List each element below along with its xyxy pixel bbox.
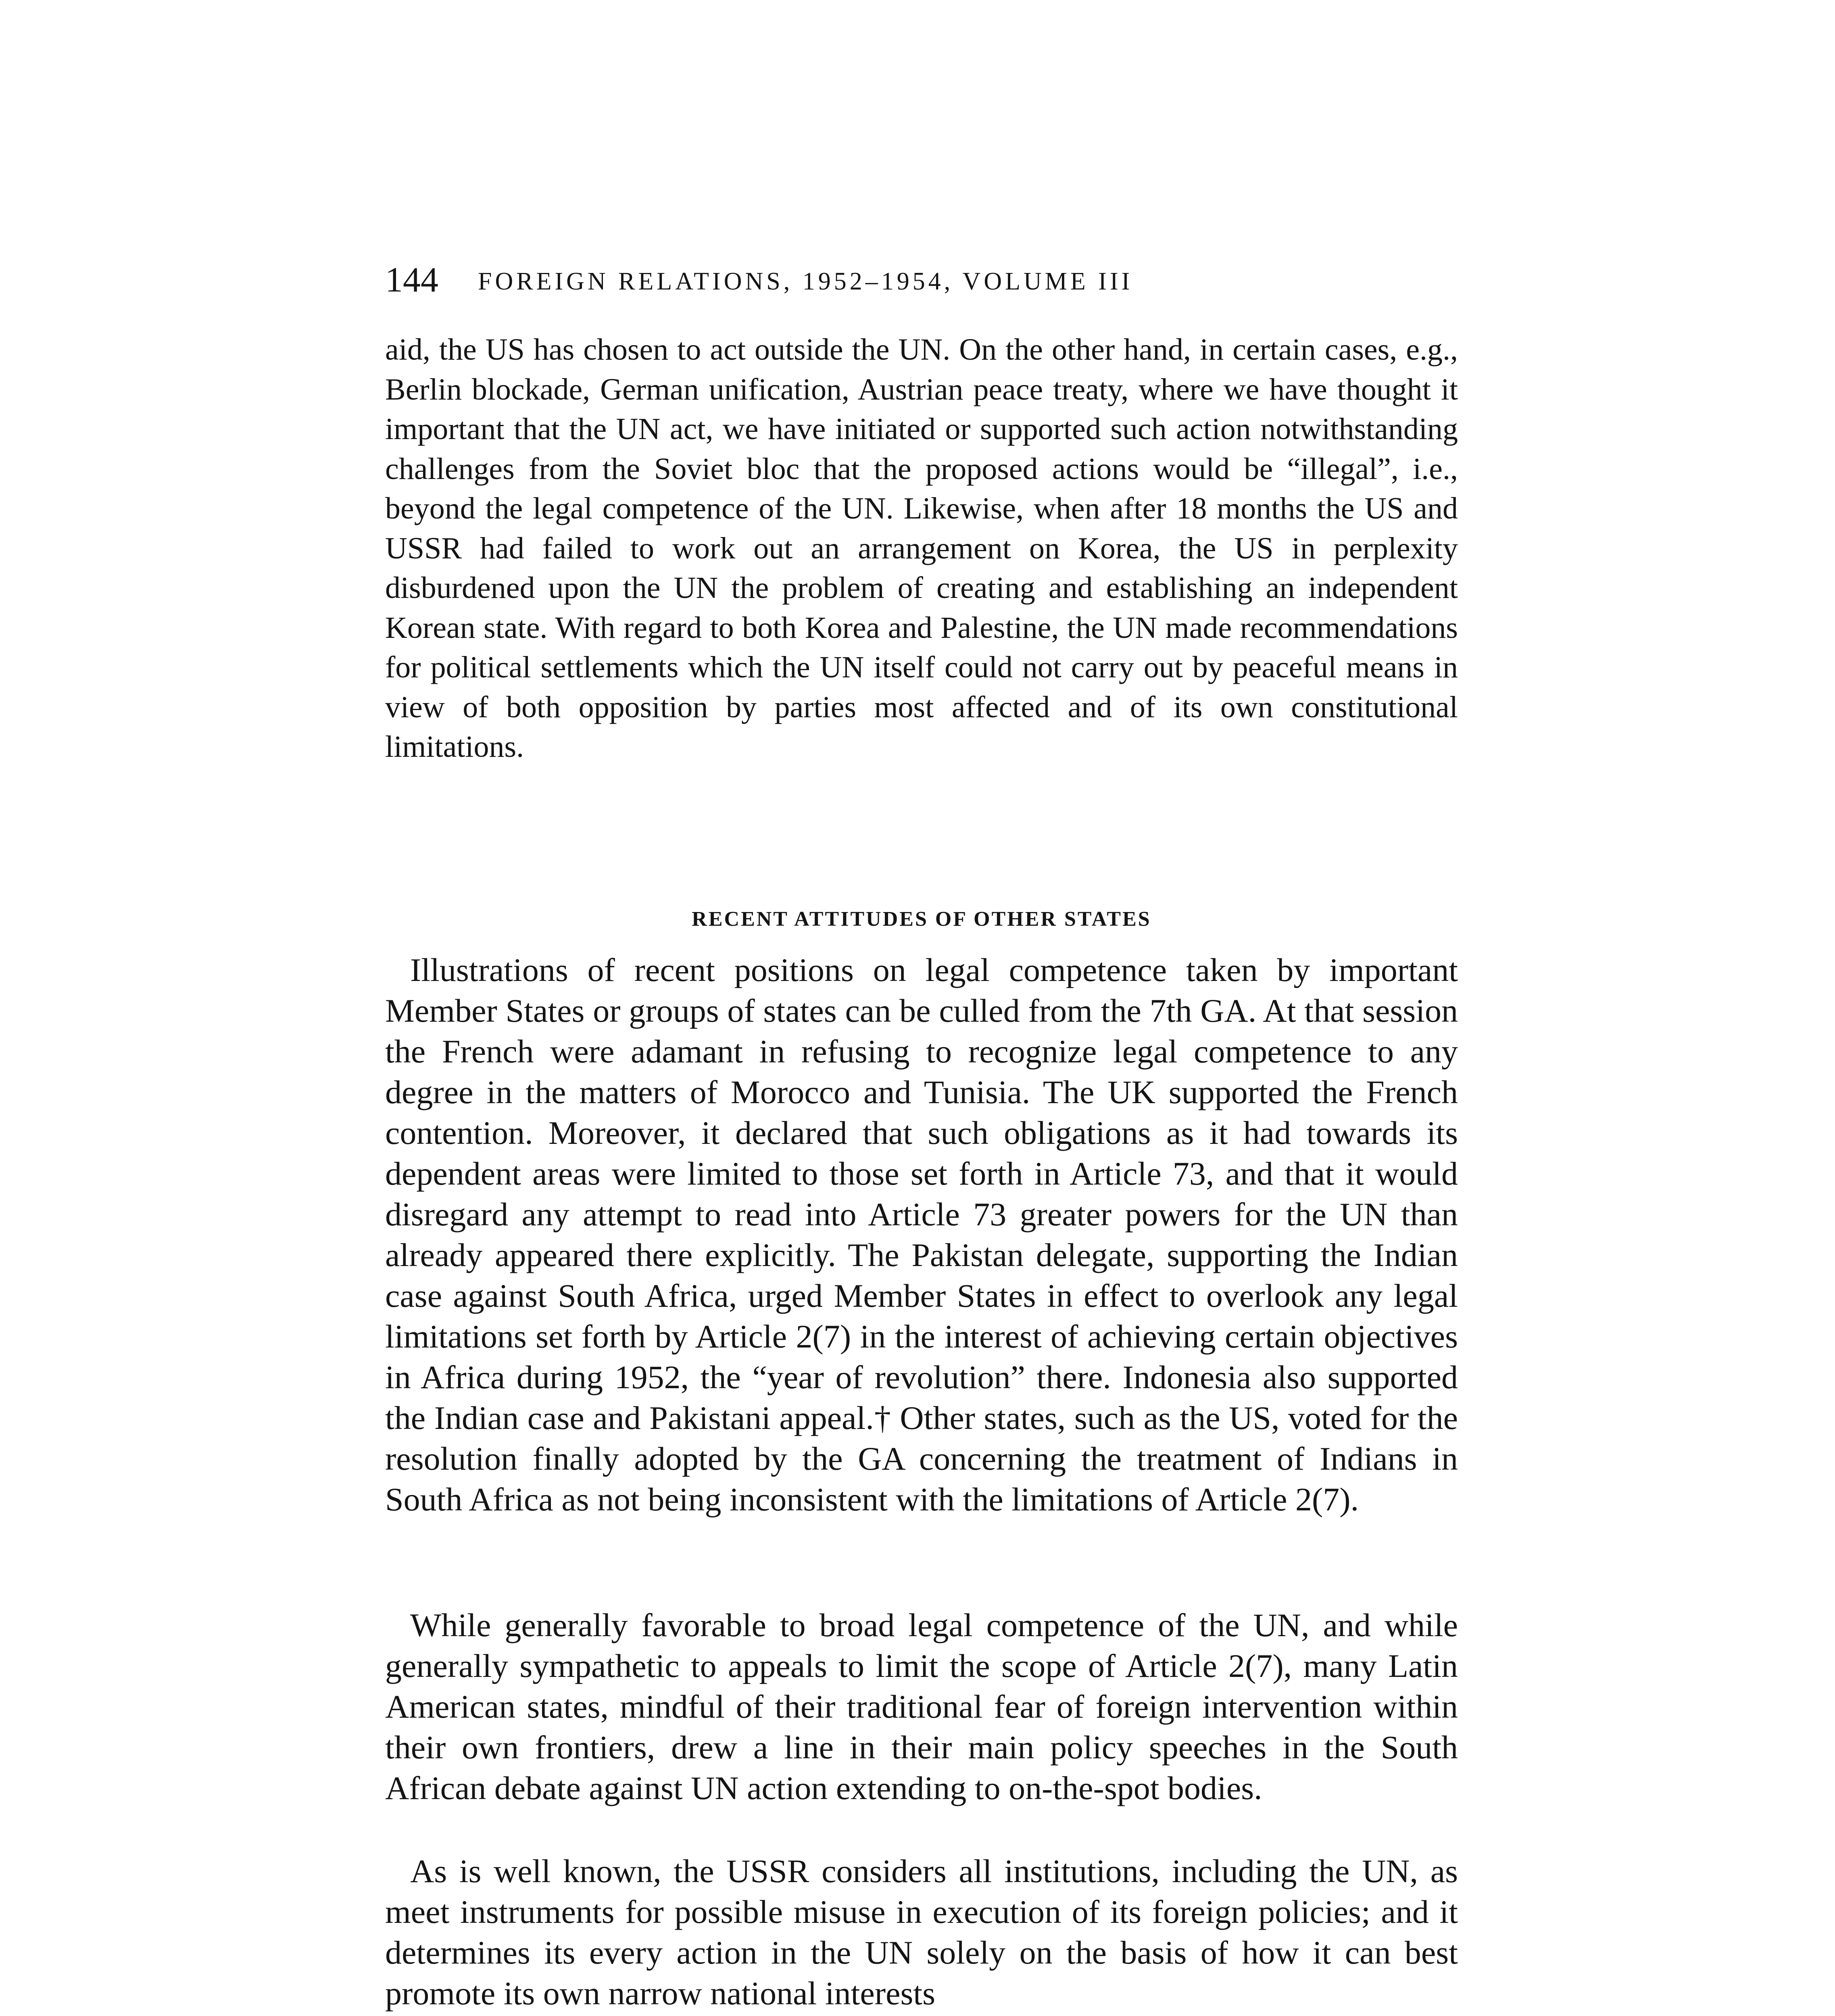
page-header	[385, 258, 1474, 302]
running-head: FOREIGN RELATIONS, 1952–1954, VOLUME III	[478, 268, 1133, 295]
paragraph-latin-american-states: While generally favorable to broad legal competence of the UN, and while generally sympathetic to appeals to limit the scope of Article 2(7), many Latin American states, mindful of their traditional fear of foreign intervention within their own frontiers, drew a line in their main policy speeches in the South African debate against UN action extending to on-the-spot bodies.	[385, 1607, 1458, 1806]
section-heading: RECENT ATTITUDES OF OTHER STATES	[692, 908, 1151, 931]
page-number: 144	[385, 260, 438, 300]
paragraph-recent-positions: Illustrations of recent positions on legal competence taken by important Member States or groups of states can be culled from the 7th GA. At that session the French were adamant in refusing to recognize legal competence to any degree in the matters of Morocco and Tunisia. The UK supported the French contention. Moreover, it declared that such obligations as it had towards its dependent areas were limited to those set forth in Article 73, and that it would disregard any attempt to read into Article 73 greater powers for the UN than already appeared there explicitly. The Pakistan delegate, supporting the Indian case against South Africa, urged Member States in effect to overlook any legal limitations set forth by Article 2(7) in the interest of achieving certain objectives in Africa during 1952, the “year of revolution” there. Indonesia also supported the Indian case and Pakistani appeal.† Other states, such as the US, voted for the resolution finally adopted by the GA concerning the treatment of Indians in South Africa as not being inconsistent with the limitations of Article 2(7).	[385, 952, 1458, 1518]
paragraph-ussr: As is well known, the USSR considers all institutions, including the UN, as meet instruments for possible misuse in execution of its foreign policies; and it determines its every action in the UN solely on the basis of how it can best promote its own narrow national interests	[385, 1853, 1458, 2012]
paragraph-continued: aid, the US has chosen to act outside the UN. On the other hand, in certain cases, e.g., Berlin blockade, German unification, Austrian peace treaty, where we have thought it important that the UN act, we have initiated or supported such action notwithstanding challenges from the Soviet bloc that the proposed actions would be “illegal”, i.e., beyond the legal competence of the UN. Likewise, when after 18 months the US and USSR had failed to work out an arrangement on Korea, the US in perplexity disburdened upon the UN the problem of creating and establishing an independent Korean state. With regard to both Korea and Palestine, the UN made recommendations for political settlements which the UN itself could not carry out by peaceful means in view of both opposition by parties most affected and of its own constitutional limitations.	[385, 333, 1458, 764]
